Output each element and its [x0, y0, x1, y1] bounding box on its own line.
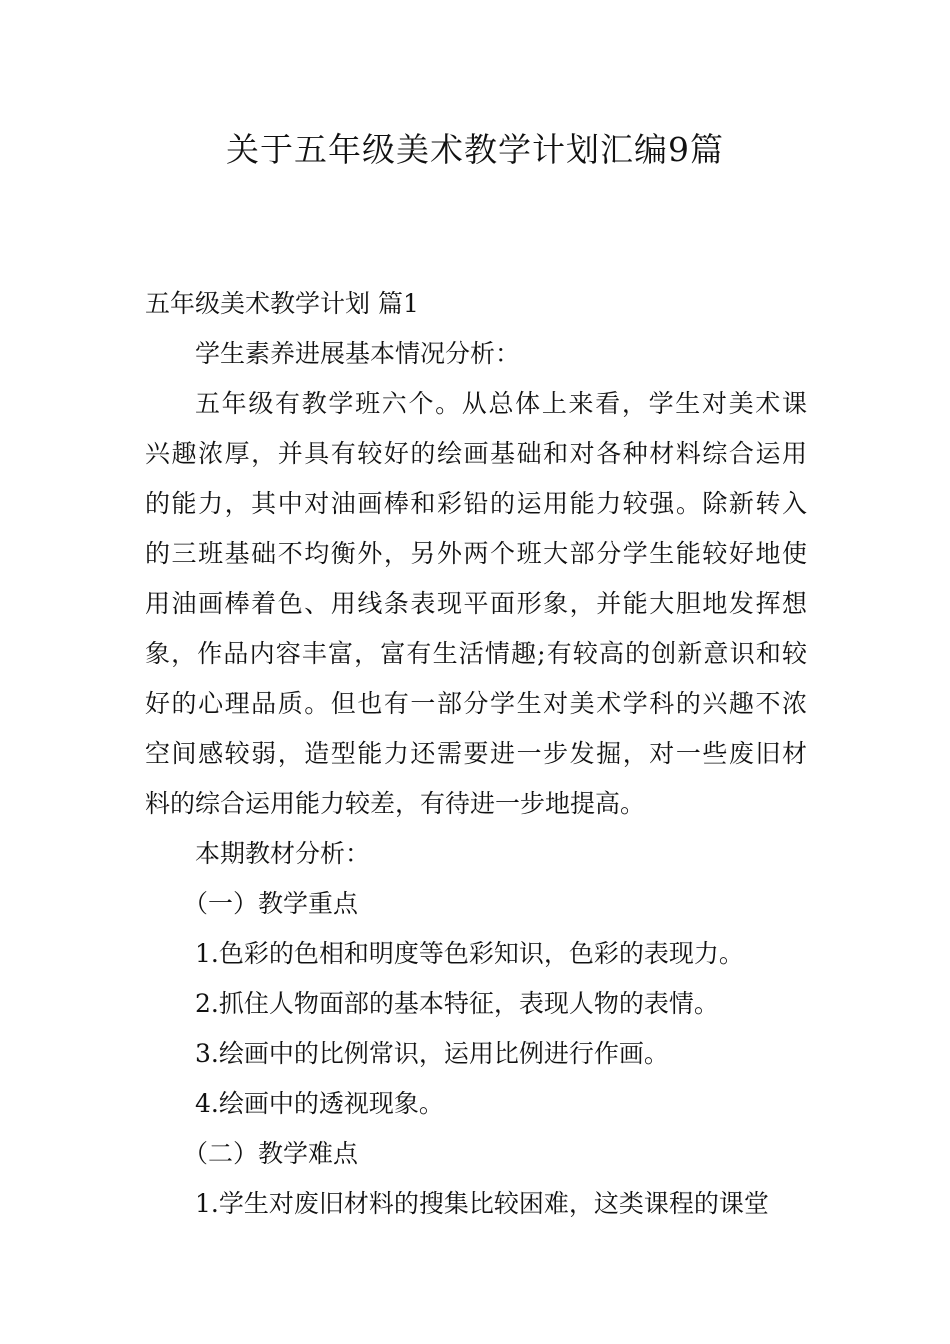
key-points-heading: （一）教学重点 [183, 889, 359, 918]
key-point-item: 3.绘画中的比例常识，运用比例进行作画。 [195, 1039, 669, 1068]
key-point-item: 1.色彩的色相和明度等色彩知识，色彩的表现力。 [195, 939, 744, 968]
student-analysis-paragraph [145, 379, 807, 829]
difficult-points-heading: （二）教学难点 [183, 1139, 359, 1168]
textbook-analysis-heading: 本期教材分析： [195, 839, 371, 868]
paragraph-line: 料的综合运用能力较差，有待进一步地提高。 [145, 789, 646, 818]
paragraph-line: 空间感较弱，造型能力还需要进一步发掘，对一些废旧材 [145, 739, 807, 768]
key-point-item: 4.绘画中的透视现象。 [195, 1089, 444, 1118]
paragraph-line: 象，作品内容丰富，富有生活情趣;有较高的创新意识和较 [145, 639, 807, 668]
paragraph-line: 的三班基础不均衡外，另外两个班大部分学生能较好地使 [145, 539, 807, 568]
document-title: 关于五年级美术教学计划汇编9篇 [226, 130, 724, 169]
difficult-point-item: 1.学生对废旧材料的搜集比较困难，这类课程的课堂 [195, 1189, 769, 1218]
paragraph-line: 兴趣浓厚，并具有较好的绘画基础和对各种材料综合运用 [145, 439, 807, 468]
document-body [145, 279, 807, 1229]
section-heading: 五年级美术教学计划 篇1 [145, 289, 419, 318]
student-analysis-heading: 学生素养进展基本情况分析： [195, 339, 521, 368]
paragraph-line: 五年级有教学班六个。从总体上来看，学生对美术课 [195, 389, 807, 418]
paragraph-line: 的能力，其中对油画棒和彩铅的运用能力较强。除新转入 [145, 489, 807, 518]
key-point-item: 2.抓住人物面部的基本特征，表现人物的表情。 [195, 989, 719, 1018]
paragraph-line: 用油画棒着色、用线条表现平面形象，并能大胆地发挥想 [145, 589, 807, 618]
paragraph-line: 好的心理品质。但也有一部分学生对美术学科的兴趣不浓 [145, 689, 807, 718]
